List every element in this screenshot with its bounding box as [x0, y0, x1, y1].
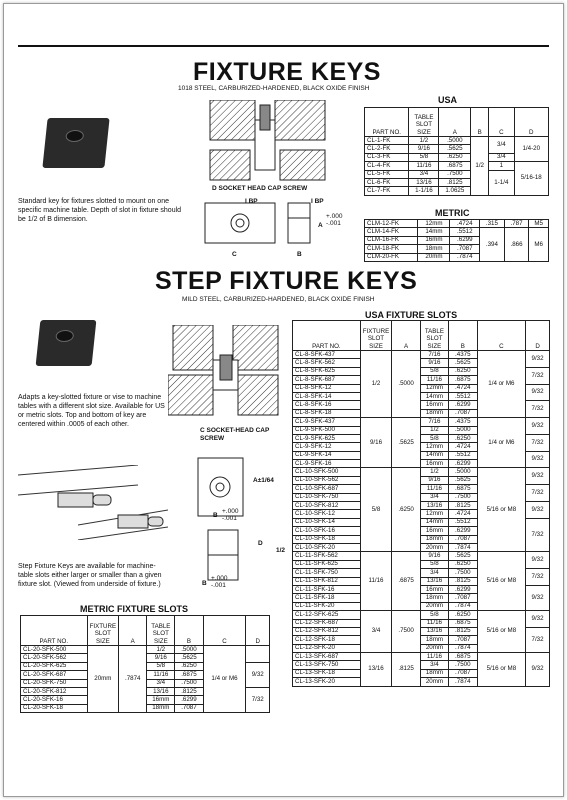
table-cell: .4724 [448, 443, 477, 451]
table-cell: .4724 [450, 220, 480, 228]
table-cell: CL-1-FK [365, 137, 409, 145]
table-cell: 7/32 [526, 485, 550, 502]
table-cell: 18mm [420, 535, 448, 543]
metric-step-keys-table: PART NO. FIXTURE SLOT SIZE A TABLE SLOT SIZE B C D CL-20-SFK-500 20mm .7874 1/2 .5000 1/4 or M6 CL-20-SFK-562 9/16 .5625 CL-20-SFK-625 5/8 .6250 9/32 CL-20-SFK-687 11/16 .6875 CL-20-SFK-750 3/4 .7500 CL-20-SFK-812 13/16 .8125 7/32 CL-20-SFK-16 16mm .6299 CL-20-SFK-18 18mm .7087 [20, 615, 270, 713]
table-cell: CL-20-SFK-687 [21, 671, 88, 679]
table-cell: .6250 [448, 434, 477, 442]
table-cell: .4375 [448, 351, 477, 359]
table-cell: 9/16 [147, 654, 175, 662]
table-cell: 20mm [420, 543, 448, 551]
table-cell: 18mm [420, 409, 448, 417]
table-cell: CL-13-SFK-20 [293, 678, 361, 686]
table-cell [246, 646, 270, 663]
table-cell: .7500 [448, 661, 477, 669]
step-key-caption-2: Step Fixture Keys are available for machine-table slots either larger or smaller than a given fixture slot. (Viewed from underside of fixture.) [18, 563, 162, 588]
table-cell: 9/32 [526, 418, 550, 435]
table-cell: .7500 [175, 679, 203, 687]
table-cell: .7500 [448, 493, 477, 501]
table-cell: .7087 [450, 245, 480, 253]
table-cell: .7087 [448, 409, 477, 417]
table-cell: CL-9-SFK-14 [293, 451, 361, 459]
table-cell: 11/16 [360, 552, 391, 611]
fk-tolerance-label: +.000 -.001 [326, 213, 343, 227]
fk-ibp-label-1: I BP [245, 198, 258, 205]
table-cell: CL-9-SFK-16 [293, 460, 361, 468]
table-cell: CL-2-FK [365, 145, 409, 153]
table-cell: CL-13-SFK-687 [293, 653, 361, 661]
table-cell: CLM-16-FK [365, 236, 418, 244]
fk-a-label: A [318, 222, 323, 229]
table-cell: CL-12-SFK-687 [293, 619, 361, 627]
table-cell: 5/8 [360, 468, 391, 552]
sfk-d-label: D [258, 540, 263, 547]
table-cell: 20mm [418, 253, 450, 261]
table-cell: .6250 [392, 468, 421, 552]
table-cell: 9/32 [526, 451, 550, 468]
fk-screw-label: D SOCKET HEAD CAP SCREW [212, 185, 308, 192]
table-cell: CL-8-SFK-14 [293, 392, 361, 400]
metric-fixture-keys-table [364, 219, 549, 262]
table-cell: 9/16 [360, 418, 391, 468]
table-cell: CLM-18-FK [365, 245, 418, 253]
table-cell: CL-9-SFK-625 [293, 434, 361, 442]
table-cell: .8125 [448, 577, 477, 585]
table-cell: 1/2 [471, 137, 489, 196]
table-cell: 20mm [87, 646, 118, 713]
table-cell: .5000 [175, 646, 203, 654]
sfk-half-label: 1/2 [276, 547, 286, 554]
table-cell: CL-5-FK [365, 170, 409, 178]
table-cell: 5/8 [147, 662, 175, 670]
table-cell: .4375 [448, 418, 477, 426]
table-cell: 20mm [420, 678, 448, 686]
table-cell: M5 [529, 220, 549, 228]
table-cell: 18mm [420, 594, 448, 602]
table-cell: 5/8 [409, 153, 439, 161]
table-cell: CL-10-SFK-687 [293, 485, 361, 493]
table-cell: .6875 [448, 485, 477, 493]
sfk-tolerance-bottom: +.000 -.001 [211, 575, 228, 589]
table-cell: 5/16 or M8 [477, 552, 525, 611]
page-title-fixture-keys: FIXTURE KEYS [193, 58, 381, 86]
table-cell: 5/8 [420, 434, 448, 442]
table-cell: 1/4-20 [514, 137, 548, 162]
table-row [293, 552, 550, 560]
table-cell: .6299 [448, 460, 477, 468]
step-key-underside-illustration [18, 465, 168, 540]
table-cell: 13/16 [409, 178, 439, 186]
table-cell: 12mm [418, 220, 450, 228]
material-subtitle: 1018 STEEL, CARBURIZED-HARDENED, BLACK OXIDE FINISH [178, 85, 370, 92]
table-cell: 7/32 [526, 367, 550, 384]
table-cell: .394 [480, 228, 505, 262]
table-row [365, 220, 549, 228]
table-row [21, 646, 270, 654]
table-cell: CL-12-SFK-18 [293, 636, 361, 644]
table-cell: 5/8 [420, 367, 448, 375]
table-cell: 14mm [420, 392, 448, 400]
table-cell: 14mm [418, 228, 450, 236]
fk-c-label: C [232, 251, 237, 258]
table-cell: .6299 [450, 236, 480, 244]
table-cell: 3/4 [489, 137, 514, 154]
table-cell: 1-1/4 [489, 170, 514, 195]
table-cell: 13/16 [147, 687, 175, 695]
table-cell: .5625 [175, 654, 203, 662]
table-cell: .6299 [448, 401, 477, 409]
table-cell: CL-10-SFK-562 [293, 476, 361, 484]
table-cell: 12mm [420, 384, 448, 392]
fixture-key-photo [42, 118, 109, 168]
table-cell: 5/16-18 [514, 162, 548, 196]
table-cell: CL-11-SFK-625 [293, 560, 361, 568]
table-cell: .6299 [448, 527, 477, 535]
table-cell: CL-10-SFK-12 [293, 510, 361, 518]
table-cell: 11/16 [420, 485, 448, 493]
table-cell: 3/4 [420, 661, 448, 669]
table-cell: 13/16 [420, 627, 448, 635]
table-cell: .6875 [439, 162, 471, 170]
table-cell: .5512 [448, 518, 477, 526]
table-row [293, 468, 550, 476]
table-cell: CL-10-SFK-20 [293, 543, 361, 551]
table-row [293, 418, 550, 426]
table-cell: .5000 [448, 468, 477, 476]
table-cell: 18mm [420, 636, 448, 644]
table-cell: .7874 [119, 646, 147, 713]
table-cell: 11/16 [420, 619, 448, 627]
table-cell: .7087 [175, 704, 203, 712]
table-cell: CLM-12-FK [365, 220, 418, 228]
table-cell: CL-10-SFK-14 [293, 518, 361, 526]
table-cell: 9/32 [526, 502, 550, 519]
table-cell: 14mm [420, 518, 448, 526]
table-row [365, 228, 549, 236]
usa-table-title: USA [438, 95, 458, 105]
table-cell: .5000 [439, 137, 471, 145]
table-cell: CL-9-SFK-12 [293, 443, 361, 451]
table-cell: CL-8-SFK-18 [293, 409, 361, 417]
table-cell: .7087 [448, 636, 477, 644]
step-key-caption-1: Adapts a key-slotted fixture or vise to machine tables with a different slot size. Available for US or metric slots. Top and bottom of key are centered within .0005 of each other. [18, 394, 165, 428]
table-cell: 3/4 [409, 170, 439, 178]
table-cell: 18mm [418, 245, 450, 253]
table-cell: .8125 [448, 627, 477, 635]
usa-fixture-keys-table: PART NO. TABLE SLOT SIZE A B C D CL-1-FK 1/2 .5000 1/2 3/4 1/4-20 CL-2-FK 9/16 .5625 CL-3-FK 5/8 .6250 3/4 CL-4-FK 11/16 .6875 1 5/16-18 CL-5-FK 3/4 .7500 1-1/4 CL-6-FK 13/16 .8125 CL-7-FK 1-1/16 1.0625 [364, 107, 549, 196]
table-cell: .6875 [448, 376, 477, 384]
table-cell: .7500 [392, 611, 421, 653]
table-cell: CL-20-SFK-500 [21, 646, 88, 654]
table-cell: 14mm [420, 451, 448, 459]
table-cell: 18mm [147, 704, 175, 712]
table-cell: CL-20-SFK-812 [21, 687, 88, 695]
sfk-a-label: A±1/64 [253, 477, 274, 484]
table-cell: 7/32 [246, 687, 270, 712]
table-cell: 18mm [420, 669, 448, 677]
table-cell: 1/2 [147, 646, 175, 654]
table-cell: 9/32 [526, 611, 550, 628]
table-cell: .6875 [448, 619, 477, 627]
table-cell: 5/16 or M8 [477, 468, 525, 552]
table-cell: CL-11-SFK-16 [293, 585, 361, 593]
table-cell: 13/16 [420, 577, 448, 585]
table-cell: 1/2 [409, 137, 439, 145]
table-cell: .7874 [448, 543, 477, 551]
table-cell: .7874 [448, 678, 477, 686]
fk-ibp-label-2: I BP [311, 198, 324, 205]
table-cell: .6250 [448, 367, 477, 375]
table-cell: 9/16 [409, 145, 439, 153]
table-cell: 9/16 [420, 552, 448, 560]
table-cell: 3/4 [420, 493, 448, 501]
table-cell: 5/8 [420, 560, 448, 568]
table-cell: 9/32 [526, 384, 550, 401]
table-cell: .8125 [448, 502, 477, 510]
table-cell: 11/16 [420, 376, 448, 384]
sfk-tolerance-top: +.000 -.001 [222, 508, 239, 522]
table-cell: CL-13-SFK-750 [293, 661, 361, 669]
table-cell: .7874 [448, 602, 477, 610]
table-cell: 9/32 [526, 585, 550, 610]
table-cell: 1/2 [420, 426, 448, 434]
table-cell: CL-11-SFK-20 [293, 602, 361, 610]
table-cell: .6299 [448, 585, 477, 593]
table-cell: .5000 [392, 351, 421, 418]
table-cell: .6875 [175, 671, 203, 679]
table-cell: CL-20-SFK-625 [21, 662, 88, 670]
table-cell: 7/32 [526, 518, 550, 552]
table-cell: .7500 [448, 569, 477, 577]
table-cell: 1/4 or M6 [477, 351, 525, 418]
sfk-b-label-top: B [213, 512, 218, 519]
table-row [365, 137, 549, 145]
table-cell: CL-11-SFK-562 [293, 552, 361, 560]
table-cell: 13/16 [360, 653, 391, 687]
table-cell: CL-9-SFK-500 [293, 426, 361, 434]
fk-b-label: B [297, 251, 302, 258]
table-cell: CL-8-SFK-562 [293, 359, 361, 367]
table-cell: .6875 [448, 653, 477, 661]
table-row [365, 162, 549, 170]
table-cell: 7/16 [420, 418, 448, 426]
metric-table-title: METRIC [435, 208, 470, 218]
table-cell: 9/16 [420, 359, 448, 367]
table-cell: 11/16 [147, 671, 175, 679]
table-cell: 16mm [418, 236, 450, 244]
table-cell: 11/16 [420, 653, 448, 661]
table-cell: .8125 [439, 178, 471, 186]
table-cell: .7874 [450, 253, 480, 261]
table-cell: CL-3-FK [365, 153, 409, 161]
table-cell: 9/32 [526, 351, 550, 368]
table-cell: .5000 [448, 426, 477, 434]
table-cell: CL-20-SFK-562 [21, 654, 88, 662]
table-cell: 1 [489, 162, 514, 170]
table-cell: CL-20-SFK-16 [21, 696, 88, 704]
table-cell: 1/2 [420, 468, 448, 476]
table-row [293, 611, 550, 619]
table-cell: 9/32 [246, 662, 270, 687]
table-cell: 1/4 or M6 [203, 646, 246, 713]
table-cell: 1/4 or M6 [477, 418, 525, 468]
table-cell: .5625 [448, 476, 477, 484]
table-cell: 7/16 [420, 351, 448, 359]
table-cell: CL-10-SFK-500 [293, 468, 361, 476]
table-cell: CL-11-SFK-18 [293, 594, 361, 602]
table-cell: CLM-14-FK [365, 228, 418, 236]
table-cell: CL-7-FK [365, 187, 409, 195]
table-cell: 9/32 [526, 468, 550, 485]
table-cell: 16mm [420, 460, 448, 468]
table-cell: CL-20-SFK-750 [21, 679, 88, 687]
table-cell: .6250 [448, 560, 477, 568]
table-cell: .6250 [439, 153, 471, 161]
sfk-screw-label: C SOCKET-HEAD CAP SCREW [200, 427, 270, 442]
table-cell: 1.0625 [439, 187, 471, 195]
table-cell: .7087 [448, 669, 477, 677]
table-cell: .7500 [439, 170, 471, 178]
table-cell: 16mm [147, 696, 175, 704]
table-cell: CL-4-FK [365, 162, 409, 170]
table-cell: CL-8-SFK-687 [293, 376, 361, 384]
table-cell: 7/32 [526, 434, 550, 451]
metric-slots-table-title: METRIC FIXTURE SLOTS [80, 604, 188, 614]
table-cell: CL-20-SFK-18 [21, 704, 88, 712]
table-cell: 9/32 [526, 653, 550, 687]
table-cell: .7087 [448, 535, 477, 543]
table-cell: .5625 [448, 552, 477, 560]
table-cell: CL-10-SFK-16 [293, 527, 361, 535]
table-cell: 16mm [420, 401, 448, 409]
table-cell: .8125 [392, 653, 421, 687]
sfk-b-label-bottom: B [202, 580, 207, 587]
table-cell: 3/4 [420, 569, 448, 577]
table-cell: CLM-20-FK [365, 253, 418, 261]
table-cell: .6250 [175, 662, 203, 670]
table-cell: .5512 [448, 451, 477, 459]
table-cell: 13/16 [420, 502, 448, 510]
table-cell: 9/32 [526, 552, 550, 569]
step-fixture-key-drawing [168, 325, 288, 595]
table-row [293, 351, 550, 359]
table-cell: 3/4 [489, 153, 514, 161]
table-cell: 7/32 [526, 627, 550, 652]
table-cell: CL-8-SFK-625 [293, 367, 361, 375]
table-cell: .5625 [439, 145, 471, 153]
table-cell: 7/32 [526, 569, 550, 586]
table-cell: CL-12-SFK-812 [293, 627, 361, 635]
table-cell: .4724 [448, 510, 477, 518]
table-cell: CL-8-SFK-12 [293, 384, 361, 392]
table-cell: .5512 [450, 228, 480, 236]
table-cell: CL-11-SFK-750 [293, 569, 361, 577]
table-cell: .7874 [448, 644, 477, 652]
fixture-key-caption: Standard key for fixtures slotted to mount on one specific machine table. Depth of slot in fixture should be 1/2 of B dimension. [18, 198, 182, 223]
table-cell: 3/4 [147, 679, 175, 687]
table-cell: 5/16 or M8 [477, 611, 525, 653]
table-cell: 20mm [420, 644, 448, 652]
table-cell: CL-13-SFK-18 [293, 669, 361, 677]
table-cell: .5512 [448, 392, 477, 400]
table-cell: CL-8-SFK-437 [293, 351, 361, 359]
top-rule [18, 45, 549, 47]
table-cell: CL-10-SFK-18 [293, 535, 361, 543]
table-cell: .8125 [175, 687, 203, 695]
table-cell: .6250 [448, 611, 477, 619]
table-cell: 1-1/16 [409, 187, 439, 195]
table-cell: 7/32 [526, 401, 550, 418]
page-title-step-fixture-keys: STEP FIXTURE KEYS [155, 267, 418, 295]
table-cell: 3/4 [360, 611, 391, 653]
table-cell: CL-10-SFK-750 [293, 493, 361, 501]
table-cell: 11/16 [409, 162, 439, 170]
table-cell: 9/16 [420, 476, 448, 484]
table-cell: CL-9-SFK-437 [293, 418, 361, 426]
step-material-subtitle: MILD STEEL, CARBURIZED-HARDENED, BLACK OXIDE FINISH [182, 296, 375, 303]
table-cell: 5/8 [420, 611, 448, 619]
table-cell: CL-10-SFK-812 [293, 502, 361, 510]
table-cell: CL-12-SFK-625 [293, 611, 361, 619]
table-cell: CL-8-SFK-16 [293, 401, 361, 409]
table-cell: M6 [529, 228, 549, 262]
table-cell: CL-12-SFK-20 [293, 644, 361, 652]
table-cell: 5/16 or M8 [477, 653, 525, 687]
table-cell: CL-6-FK [365, 178, 409, 186]
usa-slots-table-title: USA FIXTURE SLOTS [365, 310, 458, 320]
table-cell: .315 [480, 220, 505, 228]
table-row [293, 653, 550, 661]
table-cell: .787 [504, 220, 529, 228]
table-cell: 16mm [420, 585, 448, 593]
table-cell: .6299 [175, 696, 203, 704]
table-cell: 16mm [420, 527, 448, 535]
table-cell: 12mm [420, 443, 448, 451]
step-fixture-key-photo [36, 320, 97, 366]
table-cell: 20mm [420, 602, 448, 610]
table-cell: 12mm [420, 510, 448, 518]
usa-step-keys-table: PART NO. FIXTURE SLOT SIZE A TABLE SLOT SIZE B C D CL-8-SFK-437 1/2 .5000 7/16 .4375 1/4 or M6 9/32 CL-8-SFK-562 9/16 .5625 CL-8-SFK-625 5/8 .6250 7/32 CL-8-SFK-687 11/16 .6875 CL-8-SFK-12 12mm .4724 9/32 CL-8-SFK-14 14mm .5512 CL-8-SFK-16 16mm .6299 7/32 CL-8-SFK-18 18mm .7087 CL-9-SFK-437 9/16 .5625 7/16 .4375 1/4 or M6 9/32 CL-9-SFK-500 1/2 .5000 CL-9-SFK-625 5/8 .6250 7/32 CL-9-SFK-12 12mm .4724 CL-9-SFK-14 14mm .5512 9/32 CL-9-SFK-16 16mm .6299 CL-10-SFK-500 5/8 .6250 1/2 .5000 5/16 or M8 9/32 CL-10-SFK-562 9/16 .5625 CL-10-SFK-687 11/16 .6875 7/32 CL-10-SFK-750 3/4 .7500 CL-10-SFK-812 13/16 .8125 9/32 CL-10-SFK-12 12mm .4724 CL-10-SFK-14 14mm .5512 7/32 CL-10-SFK-16 16mm .6299 CL-10-SFK-18 18mm .7087 CL-10-SFK-20 20mm .7874 CL-11-SFK-562 11/16 .6875 9/16 .5625 5/16 or M8 9/32 CL-11-SFK-625 5/8 .6250 CL-11-SFK-750 3/4 .7500 7/32 CL-11-SFK-812 13/16 .8125 CL-11-SFK-16 16mm .6299 9/32 CL-11-SFK-18 18mm .7087 CL-11-SFK-20 20mm .7874 CL-12-SFK-625 3/4 .7500 5/8 .6250 5/16 or M8 9/32 CL-12-SFK-687 11/16 .6875 CL-12-SFK-812 13/16 .8125 7/32 CL-12-SFK-18 18mm .7087 CL-12-SFK-20 20mm .7874 CL-13-SFK-687 13/16 .8125 11/16 .6875 5/16 or M8 9/32 CL-13-SFK-750 3/4 .7500 CL-13-SFK-18 18mm .7087 CL-13-SFK-20 20mm .7874 [292, 320, 550, 687]
table-cell: .7087 [448, 594, 477, 602]
table-cell: .866 [504, 228, 529, 262]
table-cell: 1/2 [360, 351, 391, 418]
table-cell: .4724 [448, 384, 477, 392]
table-cell: CL-11-SFK-812 [293, 577, 361, 585]
table-cell: .5625 [392, 418, 421, 468]
table-cell: .5625 [448, 359, 477, 367]
table-cell: .6875 [392, 552, 421, 611]
